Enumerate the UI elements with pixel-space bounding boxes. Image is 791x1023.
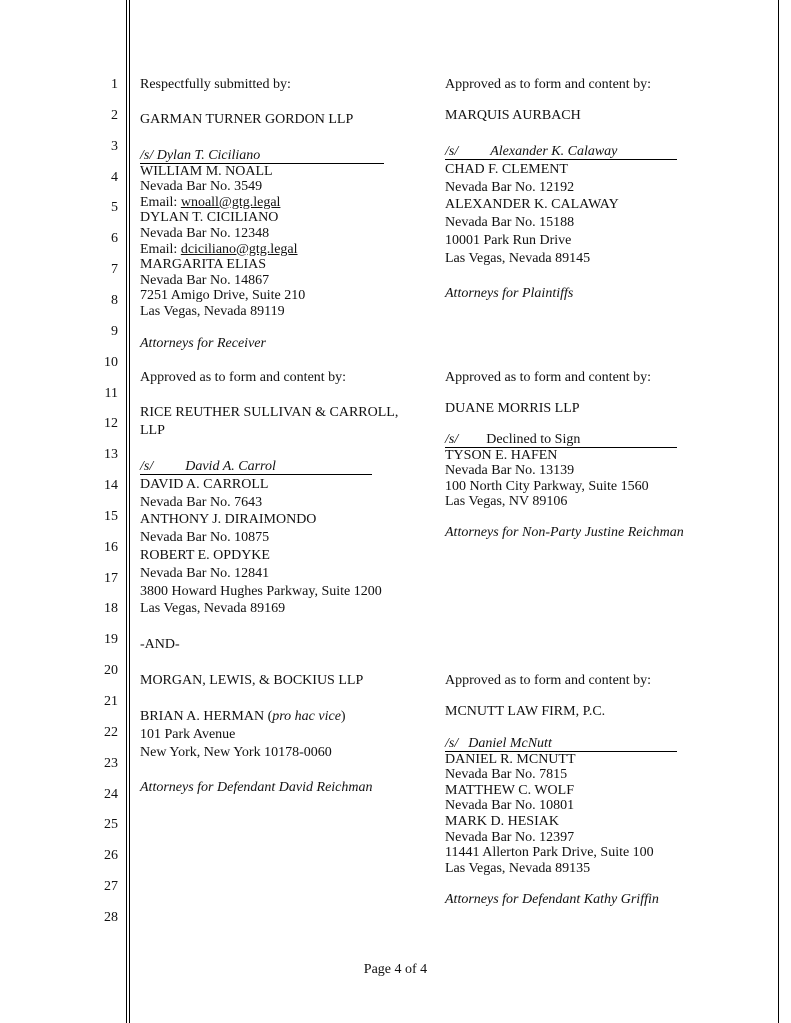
line-number: 16: [104, 539, 118, 555]
bar-number: Nevada Bar No. 12348: [140, 225, 270, 241]
and-separator: -AND-: [140, 637, 180, 652]
bar-number: Nevada Bar No. 13139: [445, 463, 575, 479]
address-line: 7251 Amigo Drive, Suite 210: [140, 288, 306, 304]
mcnutt-attorneys-block: [445, 736, 677, 876]
firm-name: RICE REUTHER SULLIVAN & CARROLL,: [140, 405, 399, 420]
bar-number: Nevada Bar No. 14867: [140, 272, 270, 288]
mcnutt-firm: MCNUTT LAW FIRM, P.C.: [445, 704, 606, 719]
line-number: 24: [104, 786, 118, 802]
attorneys-for: Attorneys for Defendant David Reichman: [140, 780, 373, 795]
line-number: 13: [104, 447, 118, 463]
line-number: 18: [104, 601, 118, 617]
line-number: 3: [111, 138, 118, 154]
email-link[interactable]: dciciliano@gtg.legal: [180, 241, 298, 257]
line-number: 21: [104, 694, 118, 709]
bar-number: Nevada Bar No. 10875: [140, 530, 270, 546]
address-line: Las Vegas, Nevada 89119: [140, 303, 285, 319]
address-line: 100 North City Parkway, Suite 1560: [445, 478, 649, 494]
attorney-name: CHAD F. CLEMENT: [445, 161, 568, 177]
address-line: 101 Park Avenue: [140, 726, 236, 742]
left-margin-rule: [129, 0, 130, 1023]
line-number: 25: [104, 817, 118, 833]
line-number: 7: [111, 262, 118, 278]
address-line: 10001 Park Run Drive: [445, 232, 572, 248]
line-number: 4: [111, 169, 118, 185]
duane-heading: Approved as to form and content by:: [445, 370, 652, 385]
email-line: Email: wnoall@gtg.legal: [140, 194, 281, 210]
firm-name-cont: LLP: [140, 423, 165, 438]
bar-number: Nevada Bar No. 7643: [140, 494, 263, 510]
line-number: 17: [104, 570, 118, 586]
attorneys-for: Attorneys for Non-Party Justine Reichman: [445, 525, 684, 540]
signature-line: /s/ Daniel McNutt: [445, 737, 677, 752]
line-number: 8: [111, 292, 118, 308]
line-number: 11: [104, 385, 118, 401]
attorney-name: DANIEL R. MCNUTT: [445, 751, 576, 767]
attorney-name: WILLIAM M. NOALL: [140, 163, 273, 179]
line-number: 27: [104, 879, 118, 895]
attorney-name: ROBERT E. OPDYKE: [140, 547, 270, 563]
marquis-heading: Approved as to form and content by:: [445, 77, 652, 92]
attorney-name: ANTHONY J. DIRAIMONDO: [140, 512, 317, 528]
attorney-name: ALEXANDER K. CALAWAY: [445, 197, 619, 213]
firm-name: GARMAN TURNER GORDON LLP: [140, 112, 354, 127]
email-line: Email: dciciliano@gtg.legal: [140, 241, 298, 257]
attorney-name: TYSON E. HAFEN: [445, 447, 558, 463]
attorneys-for: Attorneys for Defendant Kathy Griffin: [445, 892, 659, 907]
line-number: 10: [104, 354, 118, 370]
rice-heading: Approved as to form and content by:: [140, 370, 347, 385]
right-margin-rule: [778, 0, 779, 1023]
attorneys-for: Attorneys for Receiver: [140, 336, 266, 351]
duane-firm: DUANE MORRIS LLP: [445, 401, 580, 416]
line-number: 19: [104, 632, 118, 648]
morgan-attorneys-block: [140, 708, 346, 761]
signature-line: /s/ Dylan T. Ciciliano: [140, 149, 384, 164]
marquis-attorneys-block: [445, 143, 677, 268]
bar-number: Nevada Bar No. 12397: [445, 829, 575, 845]
attorney-name: BRIAN A. HERMAN (pro hac vice): [140, 709, 346, 724]
bar-number: Nevada Bar No. 10801: [445, 798, 575, 814]
address-line: Las Vegas, Nevada 89169: [140, 601, 286, 617]
attorneys-for: Attorneys for Plaintiffs: [445, 286, 574, 301]
bar-number: Nevada Bar No. 7815: [445, 767, 568, 783]
attorney-name: DYLAN T. CICILIANO: [140, 210, 279, 226]
signature-line: /s/ Declined to Sign: [445, 433, 677, 448]
submitted-heading: Respectfully submitted by:: [140, 77, 291, 92]
line-number: 5: [111, 200, 118, 216]
line-number: 1: [111, 77, 118, 92]
attorney-name: MARK D. HESIAK: [445, 813, 559, 829]
email-link[interactable]: wnoall@gtg.legal: [180, 194, 281, 210]
mcnutt-heading: Approved as to form and content by:: [445, 673, 652, 688]
gtg-firm-block: [140, 112, 353, 128]
line-number: 12: [104, 416, 118, 432]
bar-number: Nevada Bar No. 12192: [445, 179, 575, 195]
attorney-name: MATTHEW C. WOLF: [445, 782, 574, 798]
gtg-attorneys-block: [140, 148, 384, 320]
bar-number: Nevada Bar No. 15188: [445, 215, 575, 231]
address-line: Las Vegas, Nevada 89145: [445, 250, 591, 266]
line-number: 15: [104, 508, 118, 524]
morgan-firm: MORGAN, LEWIS, & BOCKIUS LLP: [140, 673, 364, 688]
duane-attorneys-block: [445, 432, 677, 510]
line-number: 14: [104, 478, 118, 494]
line-number: 28: [104, 909, 118, 925]
address-line: 11441 Allerton Park Drive, Suite 100: [445, 845, 654, 861]
line-number: 9: [111, 323, 118, 339]
address-line: 3800 Howard Hughes Parkway, Suite 1200: [140, 583, 382, 599]
page-number: Page 4 of 4: [363, 962, 428, 977]
line-number: 6: [111, 231, 118, 247]
bar-number: Nevada Bar No. 3549: [140, 179, 263, 195]
rice-firm-block: [140, 405, 398, 439]
signature-line: /s/ David A. Carrol: [140, 460, 372, 475]
address-line: Las Vegas, Nevada 89135: [445, 860, 591, 876]
marquis-firm: MARQUIS AURBACH: [445, 108, 581, 123]
line-number: 20: [104, 663, 118, 679]
attorney-name: MARGARITA ELIAS: [140, 257, 267, 273]
left-margin-rule: [126, 0, 127, 1023]
line-number: 26: [104, 848, 118, 864]
attorney-name: DAVID A. CARROLL: [140, 476, 269, 492]
address-line: New York, New York 10178-0060: [140, 744, 332, 760]
signature-line: /s/ Alexander K. Calaway: [445, 145, 677, 160]
line-number: 2: [111, 107, 118, 123]
bar-number: Nevada Bar No. 12841: [140, 565, 270, 581]
rice-attorneys-block: [140, 458, 382, 618]
line-number: 23: [104, 755, 118, 771]
line-number: 22: [104, 724, 118, 740]
gtg-signature-block: [140, 77, 291, 93]
address-line: Las Vegas, NV 89106: [445, 494, 568, 510]
